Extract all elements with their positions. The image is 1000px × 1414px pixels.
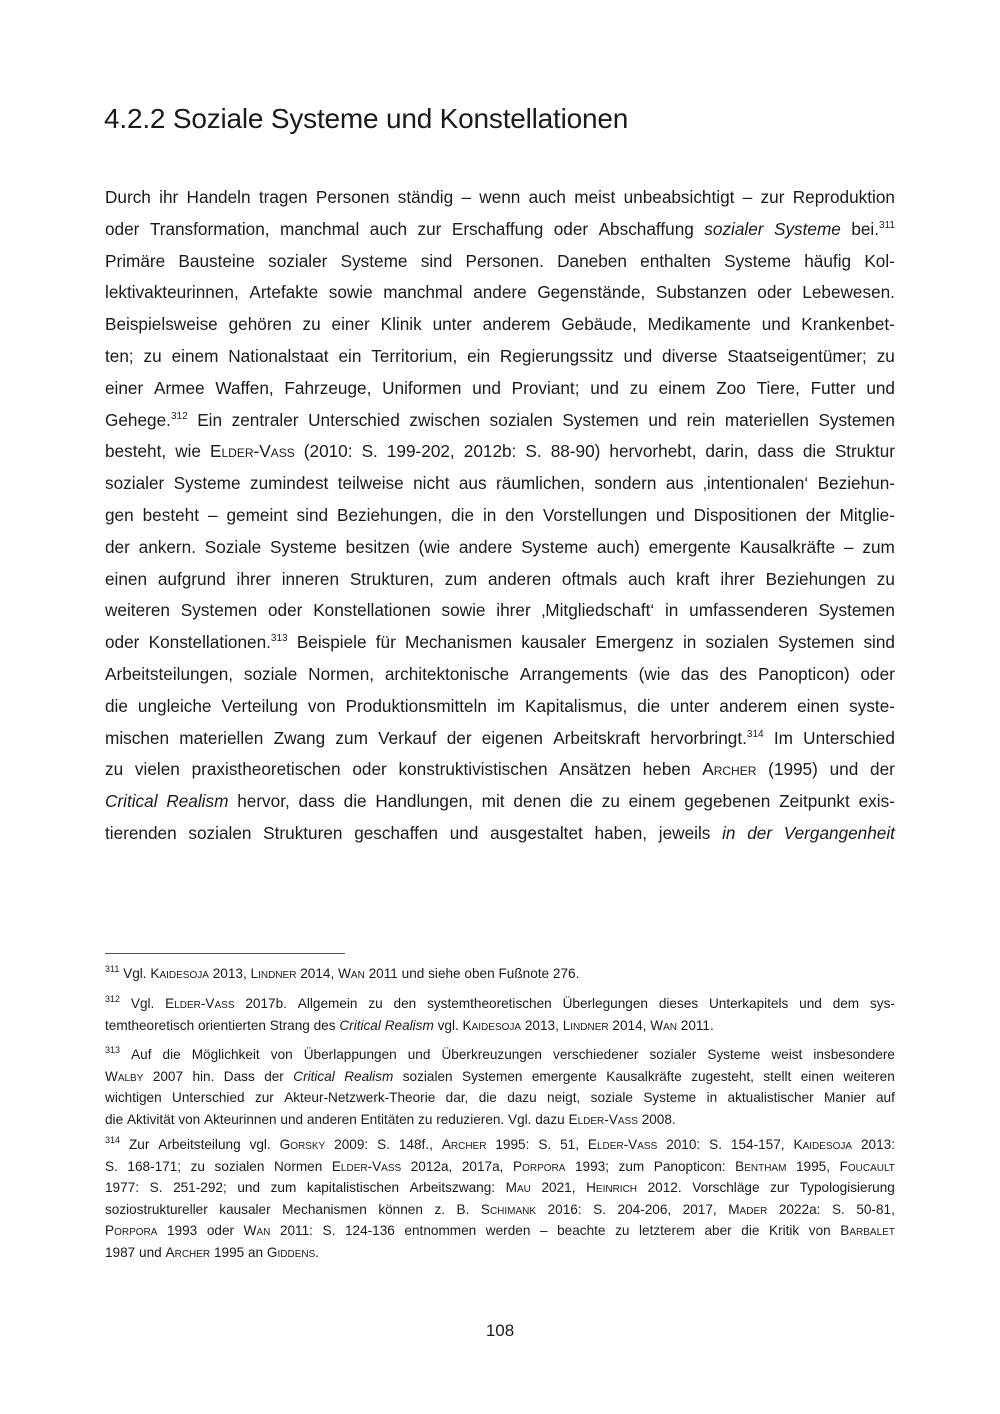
author-name: Elder-Vass	[165, 996, 235, 1011]
text-line: mischen materiellen Zwang zum Verkauf der eigenen Arbeitskraft hervorbringt.$^{314}$ Im Unterschied	[105, 727, 895, 748]
text-line: Walby 2007 hin. Dass der Critical Realism sozialen Systemen emergente Kausalkräfte zugesteht, stellt einen weiteren	[105, 1068, 895, 1084]
footnote-314	[105, 1134, 895, 1263]
text-line: ten; zu einem Nationalstaat ein Territorium, ein Regierungssitz und diverse Staatseigentümer; zu	[105, 345, 895, 366]
emphasis: Realism	[384, 1017, 434, 1033]
text-line: oder Konstellationen.$^{313}$ Beispiele für Mechanismen kausaler Emergenz in sozialen Systemen sind	[105, 632, 895, 653]
text-line: Primäre Bausteine sozialer Systeme sind Personen. Daneben enthalten Systeme häufig Kol-	[105, 250, 895, 271]
footnote-ref: 313	[270, 633, 288, 645]
footnote-313	[105, 1044, 895, 1130]
text-line: die Aktivität von Akteurinnen und anderen Entitäten zu reduzieren. Vgl. dazu Elder-Vass 2008.	[105, 1111, 676, 1127]
text-line: gen besteht – gemeint sind Beziehungen, die in den Vorstellungen und Dispositionen der Mitglie-	[105, 504, 895, 525]
footnote-ref: 313	[105, 1045, 121, 1055]
author-name: Elder-Vass	[331, 1158, 402, 1174]
author-name: Kaidesoja	[793, 1137, 853, 1152]
text-line: tierenden sozialen Strukturen geschaffen und ausgestaltet haben, jeweils in der Vergangenheit	[105, 822, 895, 843]
emphasis: Systeme	[773, 218, 841, 239]
author-name: Porpora	[105, 1223, 158, 1238]
author-name: Elder-Vass	[568, 1111, 638, 1127]
footnote-312	[105, 993, 895, 1036]
emphasis: der	[747, 822, 773, 843]
author-name: Lindner	[250, 966, 297, 981]
emphasis: in	[722, 822, 736, 843]
emphasis: sozialer	[704, 218, 764, 239]
author-name: Archer	[165, 1244, 211, 1260]
text-line: lektivakteurinnen, Artefakte sowie manchmal andere Gegenstände, Substanzen oder Lebewesen.	[105, 282, 895, 303]
text-line: 1987 und Archer 1995 an Giddens.	[105, 1244, 320, 1260]
text-line: temtheoretisch orientierten Strang des Critical Realism vgl. Kaidesoja 2013, Lindner 2014, Wan 2011.	[105, 1017, 714, 1033]
author-name: Wan	[243, 1223, 271, 1238]
emphasis: Realism	[344, 1068, 394, 1084]
text-line: $^{311}$ Vgl. Kaidesoja 2013, Lindner 2014, Wan 2011 und siehe oben Fußnote 276.	[105, 964, 580, 981]
author-name: Wan	[650, 1017, 677, 1033]
text-line: Critical Realism hervor, dass die Handlungen, mit denen die zu einem gegebenen Zeitpunkt exis-	[105, 791, 895, 812]
author-name: Barbalet	[840, 1223, 895, 1238]
author-name: Wan	[338, 966, 365, 981]
text-line: zu vielen praxistheoretischen oder konstruktivistischen Ansätzen heben Archer (1995) und der	[105, 759, 895, 780]
emphasis: Realism	[166, 791, 229, 812]
footnote-ref: 312	[105, 994, 121, 1004]
author-name: Gorsky	[279, 1137, 326, 1152]
author-name: Archer	[702, 759, 757, 780]
main-text	[105, 185, 895, 853]
author-name: Kaidesoja	[462, 1017, 522, 1033]
footnote-311	[105, 963, 895, 985]
text-line: $^{312}$ Vgl. Elder-Vass 2017b. Allgemein zu den systemtheoretischen Überlegungen dieses Unterkapitels und dem sys-	[105, 994, 895, 1011]
text-line: sozialer Systeme zumindest teilweise nicht aus räumlichen, sondern aus ‚intentionalen‘ Beziehun-	[105, 473, 895, 494]
author-name: Mader	[728, 1201, 768, 1217]
author-name: Bentham	[735, 1158, 787, 1174]
text-line: $^{313}$ Auf die Möglichkeit von Überlappungen und Überkreuzungen verschiedener sozialer Systeme weist insbesondere	[105, 1045, 895, 1062]
emphasis: Critical	[339, 1017, 381, 1033]
text-line: Arbeitsteilungen, soziale Normen, architektonische Arrangements (wie das des Panopticon) oder	[105, 663, 895, 684]
author-name: Lindner	[562, 1017, 609, 1033]
text-line: besteht, wie Elder-Vass (2010: S. 199-202, 2012b: S. 88-90) hervorhebt, darin, dass die Struktur	[105, 441, 895, 462]
section-heading: 4.2.2 Soziale Systeme und Konstellationen	[104, 103, 629, 134]
author-name: Elder-Vass	[210, 441, 295, 462]
text-line: wichtigen Unterschied zur Akteur-Netzwerk-Theorie dar, die dazu neigt, soziale Systeme in aktualistischer Manier auf	[105, 1090, 895, 1105]
author-name: Porpora	[513, 1158, 566, 1174]
footnote-ref: 311	[879, 219, 895, 231]
text-line: einen aufgrund ihrer inneren Strukturen, zum anderen oftmals auch kraft ihrer Beziehungen zu	[105, 568, 895, 589]
footnote-separator	[105, 953, 345, 954]
text-line: $^{314}$ Zur Arbeitsteilung vgl. Gorsky 2009: S. 148f., Archer 1995: S. 51, Elder-Vass 2010: S. 154-157, Kaidesoja 2013:	[105, 1135, 895, 1152]
author-name: Elder-Vass	[587, 1137, 658, 1152]
emphasis: Critical	[105, 791, 158, 812]
text-line: Beispielsweise gehören zu einer Klinik unter anderem Gebäude, Medikamente und Krankenbet-	[105, 314, 895, 335]
author-name: Walby	[105, 1068, 144, 1084]
text-line: Durch ihr Handeln tragen Personen ständig – wenn auch meist unbeabsichtigt – zur Reproduktion	[105, 187, 895, 207]
author-name: Mau	[505, 1180, 531, 1195]
text-line: Gehege.$^{312}$ Ein zentraler Unterschied zwischen sozialen Systemen und rein materiellen Systemen	[105, 409, 895, 430]
text-line: einer Armee Waffen, Fahrzeuge, Uniformen und Proviant; und zu einem Zoo Tiere, Futter und	[105, 377, 895, 398]
emphasis: Critical	[293, 1068, 335, 1084]
text-line: 1977: S. 251-292; und zum kapitalistischen Arbeitszwang: Mau 2021, Heinrich 2012. Vorschläge zur Typologisierung	[105, 1180, 895, 1195]
footnote-ref: 314	[105, 1135, 121, 1145]
text-line: oder Transformation, manchmal auch zur Erschaffung oder Abschaffung sozialer Systeme bei.$^{311}$	[105, 218, 895, 239]
text-line: der ankern. Soziale Systeme besitzen (wie andere Systeme auch) emergente Kausalkräfte – zum	[105, 536, 895, 557]
author-name: Giddens	[266, 1244, 316, 1260]
author-name: Archer	[441, 1137, 487, 1152]
text-line: S. 168-171; zu sozialen Normen Elder-Vass 2012a, 2017a, Porpora 1993; zum Panopticon: Bentham 1995, Foucault	[105, 1158, 895, 1174]
author-name: Foucault	[839, 1158, 895, 1174]
emphasis: Vergangenheit	[783, 822, 895, 843]
footnote-ref: 311	[105, 964, 120, 974]
text-line: die ungleiche Verteilung von Produktionsmitteln im Kapitalismus, die unter anderem einen syste-	[105, 695, 895, 716]
text-line: soziostruktureller kausaler Mechanismen können z. B. Schimank 2016: S. 204-206, 2017, Mader 2022a: S. 50-81,	[105, 1201, 895, 1217]
author-name: Schimank	[480, 1201, 537, 1217]
footnote-ref: 314	[746, 728, 764, 740]
author-name: Kaidesoja	[150, 966, 209, 981]
text-line: Porpora 1993 oder Wan 2011: S. 124-136 entnommen werden – beachte zu letzterem aber die Kritik von Barbalet	[105, 1223, 895, 1238]
text-line: weiteren Systemen oder Konstellationen sowie ihrer ‚Mitgliedschaft‘ in umfassenderen Systemen	[105, 600, 895, 621]
footnote-ref: 312	[170, 410, 188, 422]
author-name: Heinrich	[586, 1180, 638, 1195]
page-number: 108	[485, 1321, 515, 1340]
